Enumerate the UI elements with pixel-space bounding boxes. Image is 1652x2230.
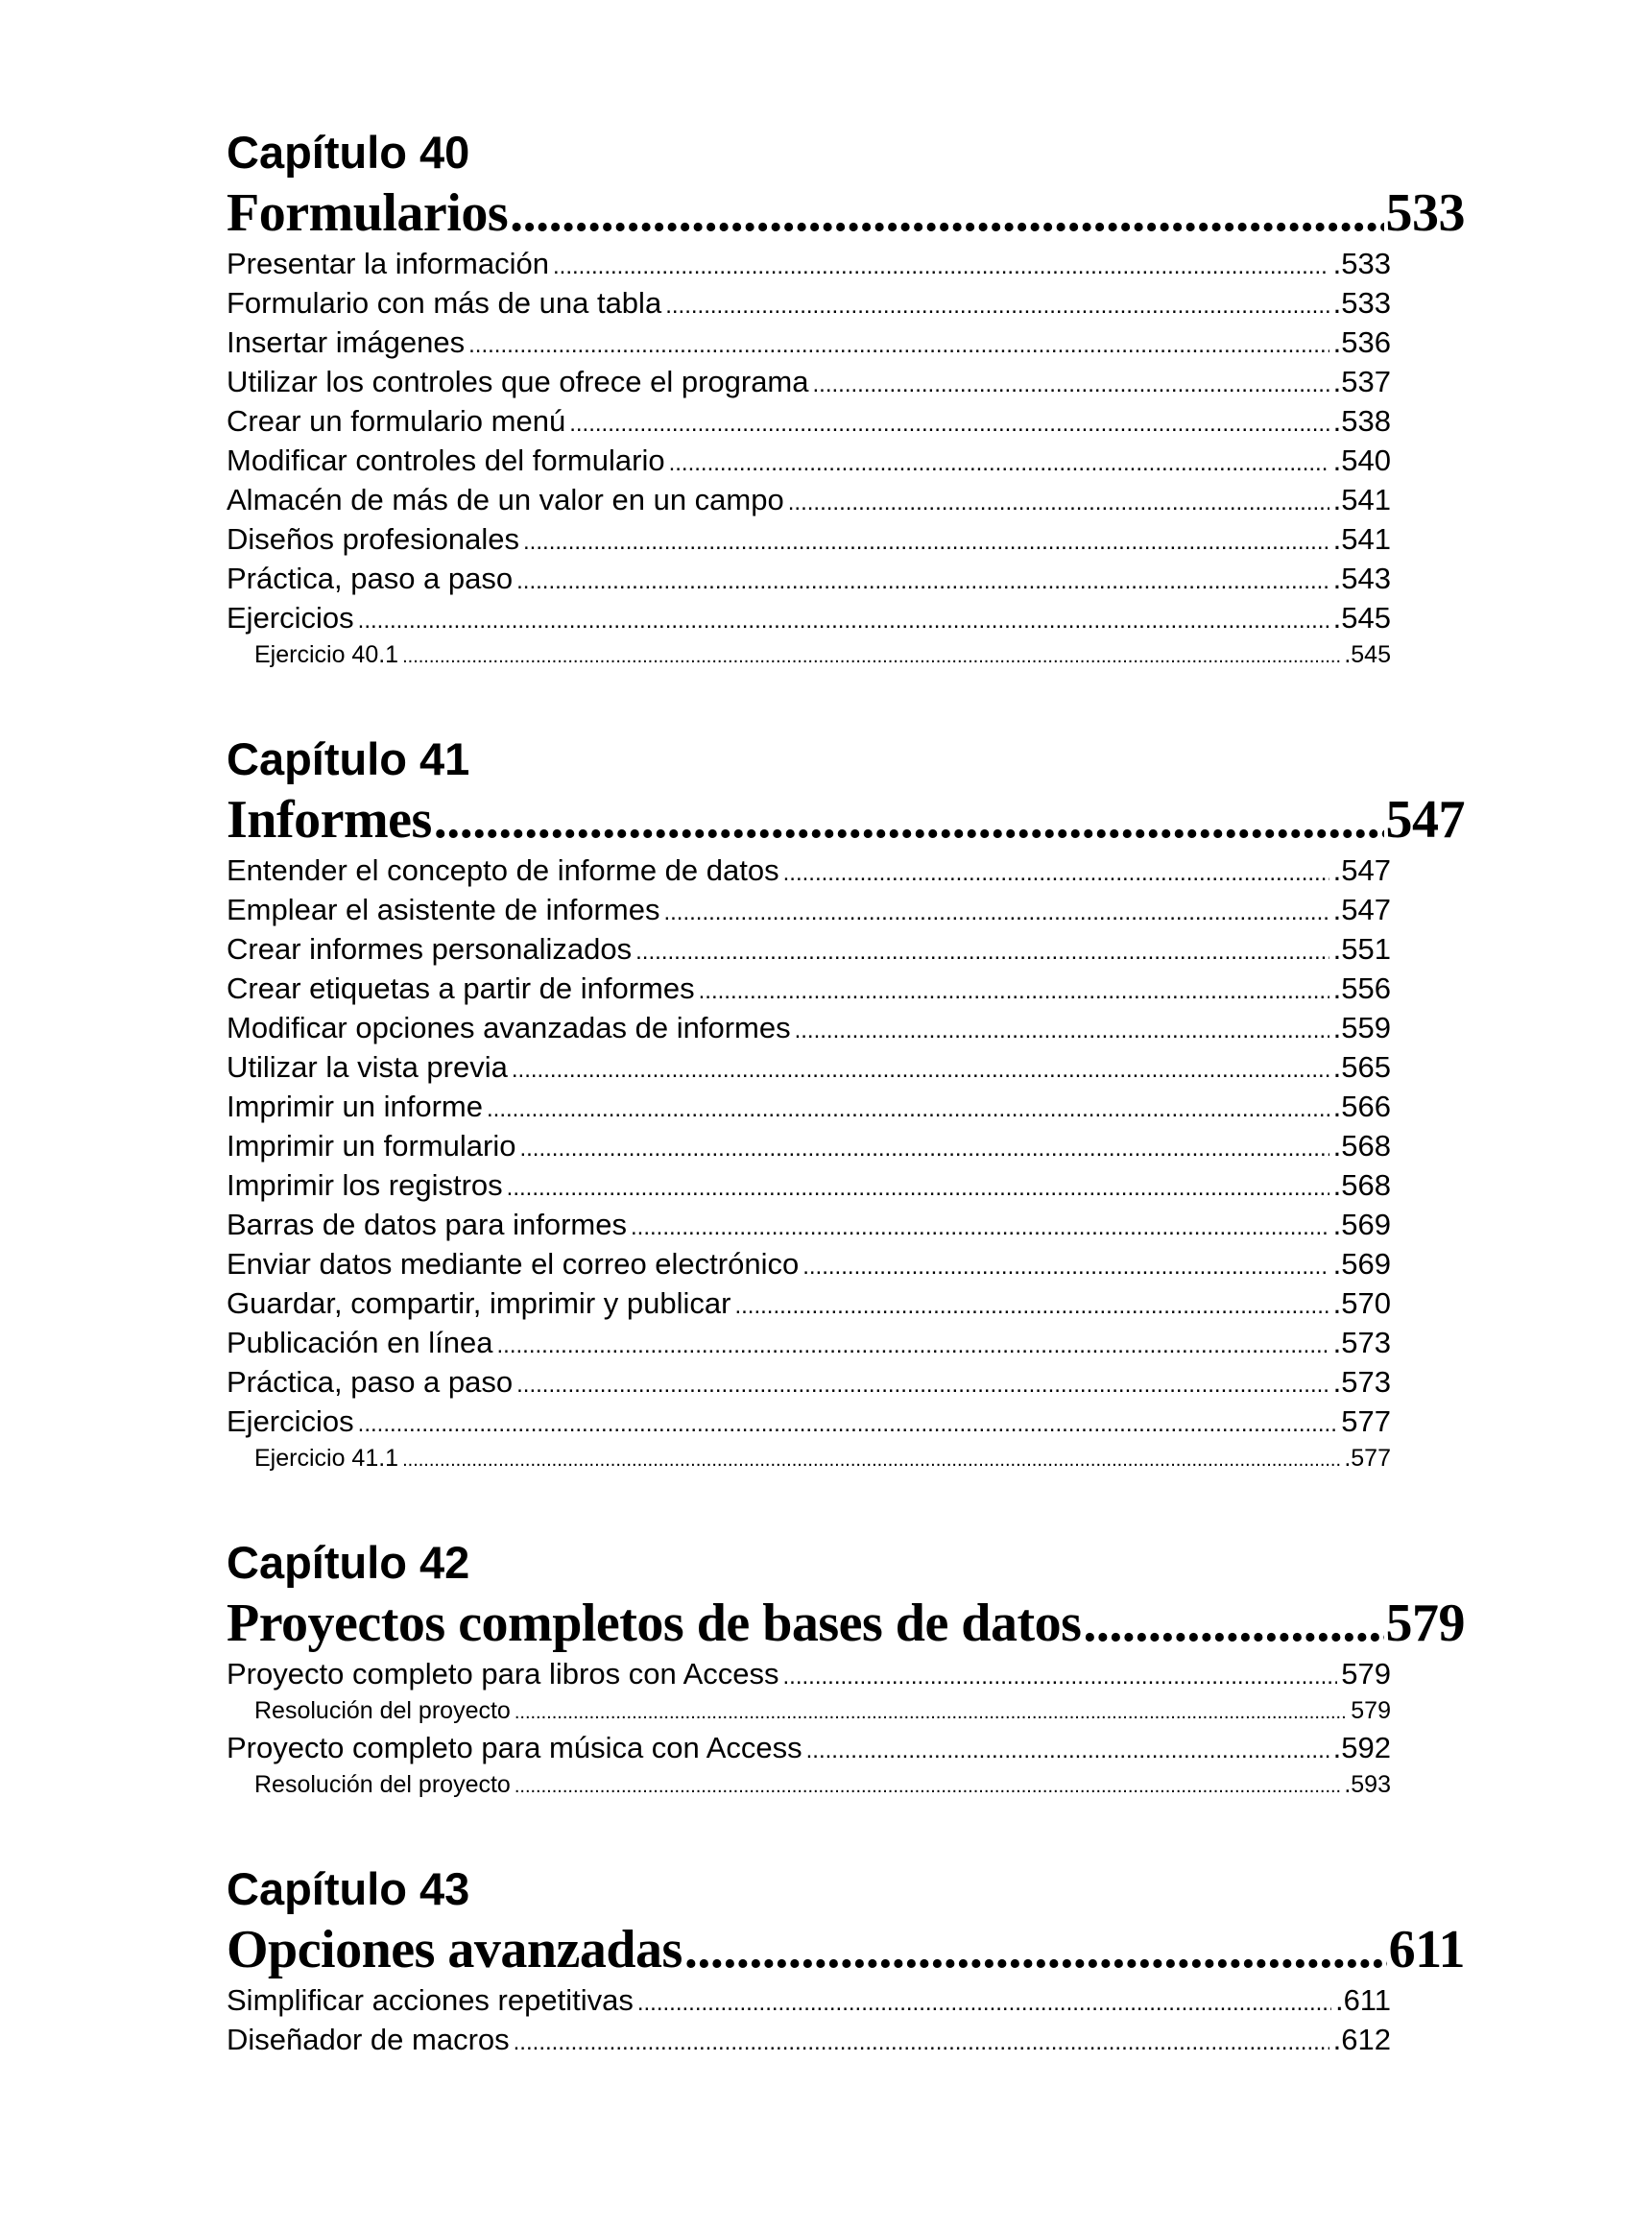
entry-page-number: .543 — [1332, 562, 1391, 595]
toc-entry[interactable] — [227, 1283, 1391, 1323]
dot-leader — [496, 1326, 1329, 1365]
dot-leader — [468, 325, 1329, 365]
entry-page-number: .569 — [1332, 1208, 1391, 1241]
entry-page-number: .559 — [1332, 1011, 1391, 1044]
chapter-title-row[interactable] — [227, 1919, 1465, 1980]
toc-entry[interactable] — [227, 401, 1391, 441]
entry-title: Proyecto completo para música con Access — [227, 1731, 802, 1764]
toc-entry[interactable] — [227, 559, 1391, 598]
entry-page-number: .545 — [1344, 641, 1391, 668]
dot-leader — [783, 1657, 1338, 1696]
entry-title: Formulario con más de una tabla — [227, 286, 662, 320]
entry-title: Emplear el asistente de informes — [227, 893, 660, 926]
chapter-title: Informes — [227, 790, 432, 850]
dot-leader — [669, 444, 1329, 483]
dot-leader — [631, 1208, 1329, 1247]
dot-leader — [523, 522, 1329, 562]
dot-leader — [684, 1919, 1387, 1980]
entry-page-number: .612 — [1332, 2023, 1391, 2056]
entry-page-number: .593 — [1344, 1771, 1391, 1798]
toc-entry[interactable] — [227, 851, 1391, 890]
toc-entry[interactable] — [227, 1323, 1391, 1362]
entry-page-number: .547 — [1332, 853, 1391, 887]
toc-entry[interactable] — [227, 1126, 1391, 1165]
dot-leader — [358, 1404, 1338, 1444]
entry-title: Ejercicio 41.1 — [254, 1445, 399, 1472]
toc-entry[interactable] — [227, 1728, 1391, 1767]
toc-entry[interactable] — [227, 1362, 1391, 1402]
dot-leader — [512, 1050, 1329, 1090]
toc-entry[interactable] — [227, 598, 1391, 637]
chapter-section — [227, 1535, 1465, 1802]
chapter-entries — [227, 1654, 1391, 1802]
entry-title: Insertar imágenes — [227, 325, 466, 359]
entry-page-number: .573 — [1332, 1365, 1391, 1399]
entry-page-number: 577 — [1341, 1404, 1391, 1438]
entry-title: Ejercicio 40.1 — [254, 641, 399, 668]
toc-entry[interactable] — [227, 1087, 1391, 1126]
toc-entry[interactable] — [227, 2020, 1391, 2059]
toc-entry[interactable] — [227, 1654, 1391, 1693]
chapter-label: Capítulo 40 — [227, 127, 470, 178]
entry-title: Ejercicios — [227, 601, 354, 635]
entry-page-number: .545 — [1332, 601, 1391, 635]
entry-page-number: .573 — [1332, 1326, 1391, 1359]
entry-page-number: .556 — [1332, 971, 1391, 1005]
entry-title: Barras de datos para informes — [227, 1208, 627, 1241]
entry-title: Almacén de más de un valor en un campo — [227, 483, 784, 516]
toc-entry[interactable] — [227, 362, 1391, 401]
toc-entry[interactable] — [227, 1165, 1391, 1205]
table-of-contents — [227, 125, 1465, 2059]
entry-page-number: .569 — [1332, 1247, 1391, 1281]
toc-entry[interactable] — [227, 890, 1391, 929]
dot-leader — [734, 1286, 1329, 1326]
entry-title: Enviar datos mediante el correo electrónico — [227, 1247, 800, 1281]
entry-title: Utilizar la vista previa — [227, 1050, 508, 1084]
dot-leader — [802, 1247, 1329, 1286]
dot-leader — [637, 1983, 1331, 2023]
entry-page-number: .568 — [1332, 1168, 1391, 1202]
entry-title: Proyecto completo para libros con Access — [227, 1657, 779, 1690]
dot-leader — [516, 562, 1329, 601]
dot-leader — [553, 247, 1329, 286]
chapter-label: Capítulo 42 — [227, 1537, 470, 1588]
chapter-title-row[interactable] — [227, 1593, 1465, 1654]
entry-title: Crear informes personalizados — [227, 932, 633, 966]
entry-title: Entender el concepto de informe de datos — [227, 853, 779, 887]
toc-subentry[interactable] — [227, 1693, 1391, 1728]
entry-title: Diseñador de macros — [227, 2023, 510, 2056]
entry-title: Resolución del proyecto — [254, 1771, 511, 1798]
chapter-entries — [227, 851, 1391, 1475]
toc-entry[interactable] — [227, 480, 1391, 519]
toc-subentry[interactable] — [227, 1441, 1391, 1475]
chapter-section — [227, 1861, 1465, 2059]
entry-title: Imprimir un informe — [227, 1090, 483, 1123]
dot-leader — [788, 483, 1329, 522]
chapter-title-row[interactable] — [227, 789, 1465, 851]
entry-title: Modificar opciones avanzadas de informes — [227, 1011, 791, 1044]
entry-title: Utilizar los controles que ofrece el programa — [227, 365, 809, 398]
toc-entry[interactable] — [227, 969, 1391, 1008]
toc-entry[interactable] — [227, 1402, 1391, 1441]
dot-leader — [487, 1090, 1329, 1129]
toc-entry[interactable] — [227, 1205, 1391, 1244]
entry-title: Práctica, paso a paso — [227, 562, 514, 595]
dot-leader — [402, 639, 1340, 674]
entry-page-number: .547 — [1332, 893, 1391, 926]
dot-leader — [569, 404, 1329, 444]
dot-leader — [806, 1731, 1329, 1770]
entry-title: Crear etiquetas a partir de informes — [227, 971, 695, 1005]
entry-title: Presentar la información — [227, 247, 549, 280]
toc-entry[interactable] — [227, 1008, 1391, 1047]
dot-leader — [699, 971, 1329, 1011]
chapter-page-number: 579 — [1385, 1594, 1465, 1653]
entry-page-number: .536 — [1332, 325, 1391, 359]
chapter-title-row[interactable] — [227, 182, 1465, 244]
toc-entry[interactable] — [227, 323, 1391, 362]
toc-entry[interactable] — [227, 283, 1391, 323]
dot-leader — [1083, 1593, 1383, 1654]
dot-leader — [510, 182, 1383, 244]
entry-title: Modificar controles del formulario — [227, 444, 665, 477]
entry-page-number: .541 — [1332, 522, 1391, 556]
entry-title: Diseños profesionales — [227, 522, 520, 556]
chapter-label: Capítulo 43 — [227, 1863, 470, 1914]
entry-page-number: .568 — [1332, 1129, 1391, 1163]
entry-title: Simplificar acciones repetitivas — [227, 1983, 634, 2017]
dot-leader — [515, 1695, 1347, 1730]
toc-entry[interactable] — [227, 1980, 1391, 2020]
dot-leader — [795, 1011, 1329, 1050]
chapter-title: Proyectos completos de bases de datos — [227, 1594, 1082, 1653]
entry-page-number: .551 — [1332, 932, 1391, 966]
toc-entry[interactable] — [227, 441, 1391, 480]
chapter-page-number: 533 — [1385, 183, 1465, 243]
entry-title: Imprimir los registros — [227, 1168, 503, 1202]
chapter-section — [227, 731, 1465, 1475]
toc-entry[interactable] — [227, 244, 1391, 283]
chapter-title: Opciones avanzadas — [227, 1920, 682, 1979]
entry-title: Guardar, compartir, imprimir y publicar — [227, 1286, 731, 1320]
chapter-page-number: 611 — [1388, 1920, 1465, 1979]
entry-page-number: .592 — [1332, 1731, 1391, 1764]
entry-title: Publicación en línea — [227, 1326, 493, 1359]
dot-leader — [783, 853, 1329, 893]
entry-title: Resolución del proyecto — [254, 1697, 511, 1724]
entry-page-number: .541 — [1332, 483, 1391, 516]
entry-page-number: .611 — [1334, 1983, 1391, 2017]
dot-leader — [514, 2023, 1329, 2062]
chapter-section — [227, 125, 1465, 672]
entry-page-number: .537 — [1332, 365, 1391, 398]
dot-leader — [635, 932, 1329, 971]
entry-page-number: .533 — [1332, 286, 1391, 320]
table-of-contents-page — [227, 125, 1465, 2119]
dot-leader — [813, 365, 1329, 404]
entry-page-number: .540 — [1332, 444, 1391, 477]
dot-leader — [507, 1168, 1329, 1208]
dot-leader — [519, 1129, 1329, 1168]
dot-leader — [663, 893, 1329, 932]
entry-page-number: .538 — [1332, 404, 1391, 438]
toc-entry[interactable] — [227, 1047, 1391, 1087]
toc-subentry[interactable] — [227, 637, 1391, 672]
entry-title: Ejercicios — [227, 1404, 354, 1438]
chapter-entries — [227, 1980, 1391, 2059]
entry-page-number: .565 — [1332, 1050, 1391, 1084]
entry-page-number: .533 — [1332, 247, 1391, 280]
entry-title: Imprimir un formulario — [227, 1129, 516, 1163]
dot-leader — [358, 601, 1329, 640]
entry-page-number: 579 — [1341, 1657, 1391, 1690]
toc-entry[interactable] — [227, 929, 1391, 969]
dot-leader — [516, 1365, 1329, 1404]
dot-leader — [434, 789, 1384, 851]
dot-leader — [515, 1769, 1341, 1804]
toc-entry[interactable] — [227, 519, 1391, 559]
entry-title: Crear un formulario menú — [227, 404, 566, 438]
chapter-label: Capítulo 41 — [227, 733, 470, 784]
chapter-page-number: 547 — [1385, 790, 1465, 850]
chapter-title: Formularios — [227, 183, 509, 243]
entry-page-number: .566 — [1332, 1090, 1391, 1123]
toc-subentry[interactable] — [227, 1767, 1391, 1802]
entry-title: Práctica, paso a paso — [227, 1365, 514, 1399]
entry-page-number: 579 — [1351, 1697, 1391, 1724]
entry-page-number: .577 — [1344, 1445, 1391, 1472]
dot-leader — [402, 1443, 1340, 1477]
entry-page-number: .570 — [1332, 1286, 1391, 1320]
chapter-entries — [227, 244, 1391, 672]
toc-entry[interactable] — [227, 1244, 1391, 1283]
dot-leader — [665, 286, 1329, 325]
